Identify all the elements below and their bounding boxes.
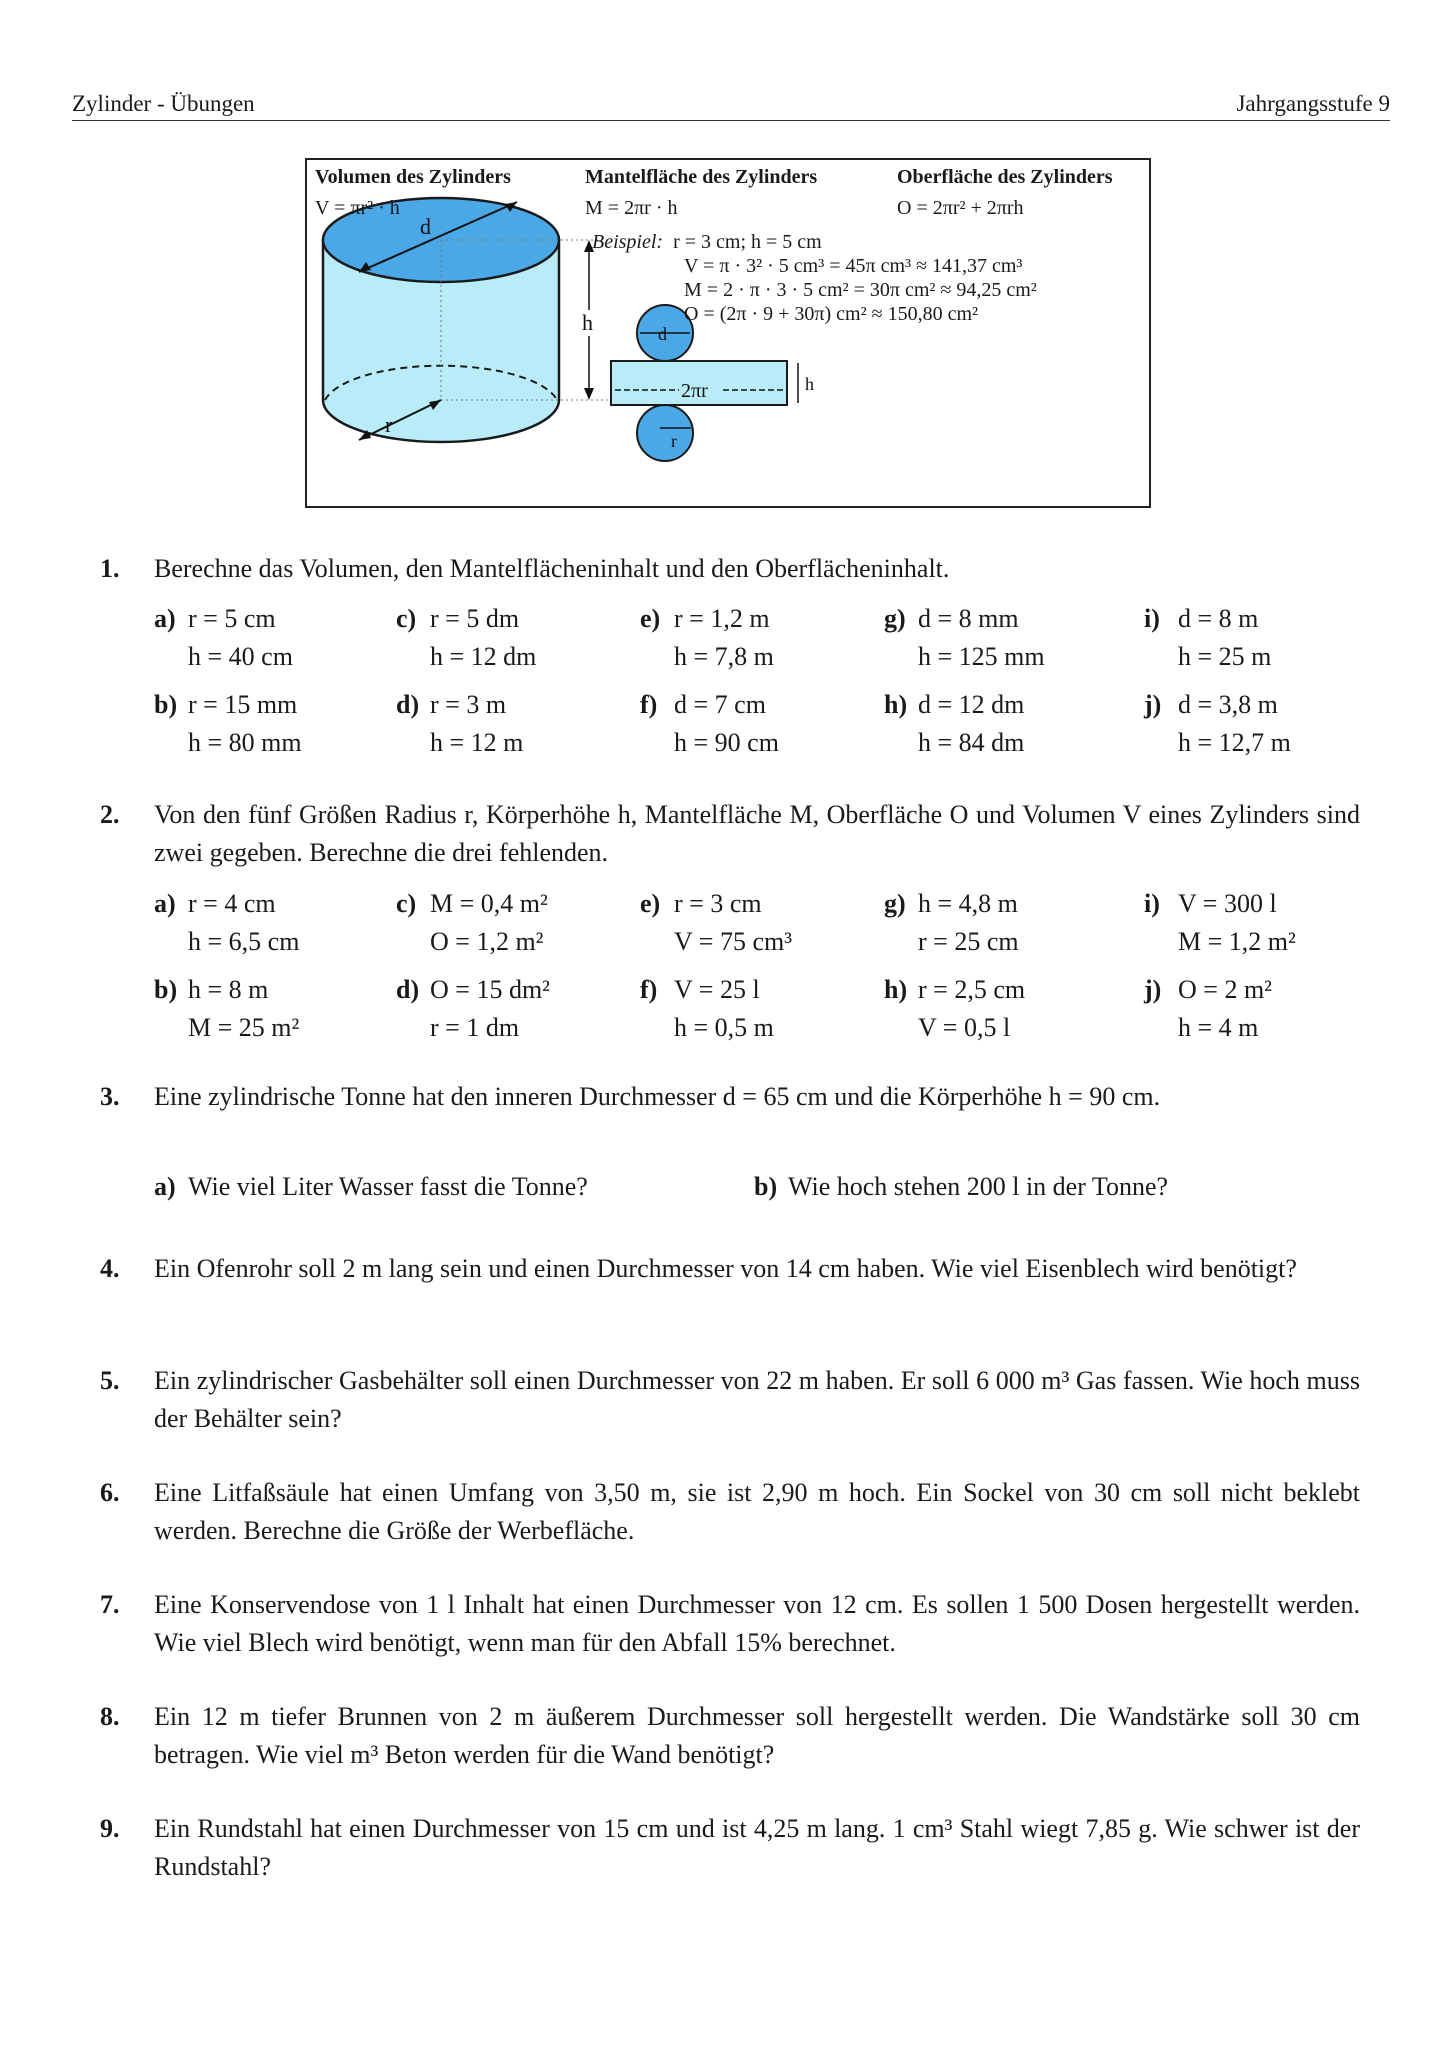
- exercise-number: 4.: [100, 1254, 120, 1283]
- exercise-text: Eine zylindrische Tonne hat den inneren Durchmesser d = 65 cm und die Körperhöhe h = 90 cm.: [154, 1082, 1161, 1111]
- svg-text:h: h: [805, 374, 814, 394]
- exercise-text: Ein Ofenrohr soll 2 m lang sein und einen Durchmesser von 14 cm haben. Wie viel Eisenblech wird benötigt?: [154, 1254, 1297, 1283]
- exercise-text: Von den fünf Größen Radius r, Körperhöhe h, Mantelfläche M, Oberfläche O und Volumen V eines Zylinders sind zwei gegeben. Berechne die drei fehlenden.: [154, 800, 1360, 867]
- formula-box: [305, 158, 1151, 508]
- example-label: Beispiel:: [592, 231, 664, 253]
- volume-title: Volumen des Zylinders: [315, 166, 511, 188]
- exercise-number: 8.: [100, 1702, 120, 1731]
- example-volume: V = π · 3² · 5 cm³ = 45π cm³ ≈ 141,37 cm³: [684, 255, 1023, 277]
- exercise-text: Ein zylindrischer Gasbehälter soll einen Durchmesser von 22 m haben. Er soll 6 000 m³ Gas fassen. Wie hoch muss der Behälter sein?: [154, 1366, 1360, 1433]
- svg-text:2πr: 2πr: [681, 380, 708, 402]
- grade-level: Jahrgangsstufe 9: [1236, 91, 1390, 116]
- svg-text:d: d: [658, 324, 667, 344]
- volume-formula-block: [315, 166, 511, 220]
- item-2j: j) O = 2 m² h = 4 m: [1144, 975, 1272, 1042]
- surface-formula: O = 2πr² + 2πrh: [897, 197, 1024, 219]
- item-3b: b) Wie hoch stehen 200 l in der Tonne?: [754, 1172, 1169, 1201]
- item-1h: h) d = 12 dm h = 84 dm: [884, 690, 1025, 757]
- svg-text:h: h: [582, 310, 593, 335]
- item-1c: c) r = 5 dm h = 12 dm: [396, 604, 537, 671]
- exercise-text: Berechne das Volumen, den Mantelflächeninhalt und den Oberflächeninhalt.: [154, 554, 950, 583]
- item-2g: g) h = 4,8 m r = 25 cm: [884, 889, 1019, 956]
- exercise-number: 2.: [100, 800, 120, 829]
- exercise-4: [100, 1250, 1360, 1288]
- item-2h: h) r = 2,5 cm V = 0,5 l: [884, 975, 1026, 1042]
- worksheet-title: Zylinder - Übungen: [72, 91, 255, 116]
- exercise-6: [100, 1474, 1360, 1550]
- exercise-8: [100, 1698, 1360, 1774]
- item-2b: b) h = 8 m M = 25 m²: [154, 975, 300, 1042]
- exercise-text: Ein Rundstahl hat einen Durchmesser von 15 cm und ist 4,25 m lang. 1 cm³ Stahl wiegt 7,85 g. Wie schwer ist der Rundstahl?: [154, 1814, 1360, 1881]
- surface-formula-block: [897, 166, 1113, 220]
- example-surface: O = (2π · 9 + 30π) cm² ≈ 150,80 cm²: [684, 303, 979, 325]
- exercise-text: Eine Konservendose von 1 l Inhalt hat einen Durchmesser von 12 cm. Es sollen 1 500 Dosen hergestellt werden. Wie viel Blech wird benötigt, wenn man für den Abfall 15% berechnet.: [154, 1590, 1360, 1657]
- exercise-number: 5.: [100, 1366, 120, 1395]
- item-1j: j) d = 3,8 m h = 12,7 m: [1144, 690, 1291, 757]
- item-2e: e) r = 3 cm V = 75 cm³: [640, 889, 793, 956]
- item-2c: c) M = 0,4 m² O = 1,2 m²: [396, 889, 548, 956]
- exercise-1: [100, 550, 1360, 588]
- svg-text:r: r: [385, 412, 393, 437]
- exercise-7: [100, 1586, 1360, 1662]
- exercise-text: Ein 12 m tiefer Brunnen von 2 m äußerem Durchmesser soll hergestellt werden. Die Wandstärke soll 30 cm betragen. Wie viel m³ Beton werden für die Wand benötigt?: [154, 1702, 1360, 1769]
- item-1f: f) d = 7 cm h = 90 cm: [640, 690, 779, 757]
- exercise-number: 9.: [100, 1814, 120, 1843]
- exercise-number: 7.: [100, 1590, 120, 1619]
- exercise-2: [100, 796, 1360, 872]
- item-2f: f) V = 25 l h = 0,5 m: [640, 975, 774, 1042]
- lateral-formula: M = 2πr · h: [585, 197, 678, 219]
- item-1g: g) d = 8 mm h = 125 mm: [884, 604, 1045, 671]
- exercise-number: 1.: [100, 554, 120, 583]
- exercise-text: Eine Litfaßsäule hat einen Umfang von 3,50 m, sie ist 2,90 m hoch. Ein Sockel von 30 cm soll nicht beklebt werden. Berechne die Größe der Werbefläche.: [154, 1478, 1360, 1545]
- lateral-formula-block: [585, 166, 817, 220]
- exercise-5: [100, 1362, 1360, 1438]
- exercise-number: 6.: [100, 1478, 120, 1507]
- item-1a: a) r = 5 cm h = 40 cm: [154, 604, 293, 671]
- item-2d: d) O = 15 dm² r = 1 dm: [396, 975, 550, 1042]
- item-1i: i) d = 8 m h = 25 m: [1144, 604, 1272, 671]
- item-1d: d) r = 3 m h = 12 m: [396, 690, 524, 757]
- svg-text:d: d: [420, 214, 431, 239]
- example-given: r = 3 cm; h = 5 cm: [673, 231, 822, 253]
- item-1b: b) r = 15 mm h = 80 mm: [154, 690, 302, 757]
- example-block: [592, 230, 1037, 326]
- item-2i: i) V = 300 l M = 1,2 m²: [1144, 889, 1296, 956]
- page-header: [72, 86, 1390, 121]
- exercise-3: [100, 1078, 1360, 1116]
- example-lateral: M = 2 · π · 3 · 5 cm² = 30π cm² ≈ 94,25 cm²: [684, 279, 1037, 301]
- svg-text:r: r: [671, 431, 677, 451]
- surface-title: Oberfläche des Zylinders: [897, 166, 1113, 188]
- exercise-number: 3.: [100, 1082, 120, 1111]
- lateral-title: Mantelfläche des Zylinders: [585, 166, 818, 188]
- exercise-9: [100, 1810, 1360, 1886]
- item-3a: a) Wie viel Liter Wasser fasst die Tonne?: [154, 1172, 588, 1201]
- item-2a: a) r = 4 cm h = 6,5 cm: [154, 889, 300, 956]
- volume-formula: V = πr² · h: [315, 197, 400, 219]
- item-1e: e) r = 1,2 m h = 7,8 m: [640, 604, 774, 671]
